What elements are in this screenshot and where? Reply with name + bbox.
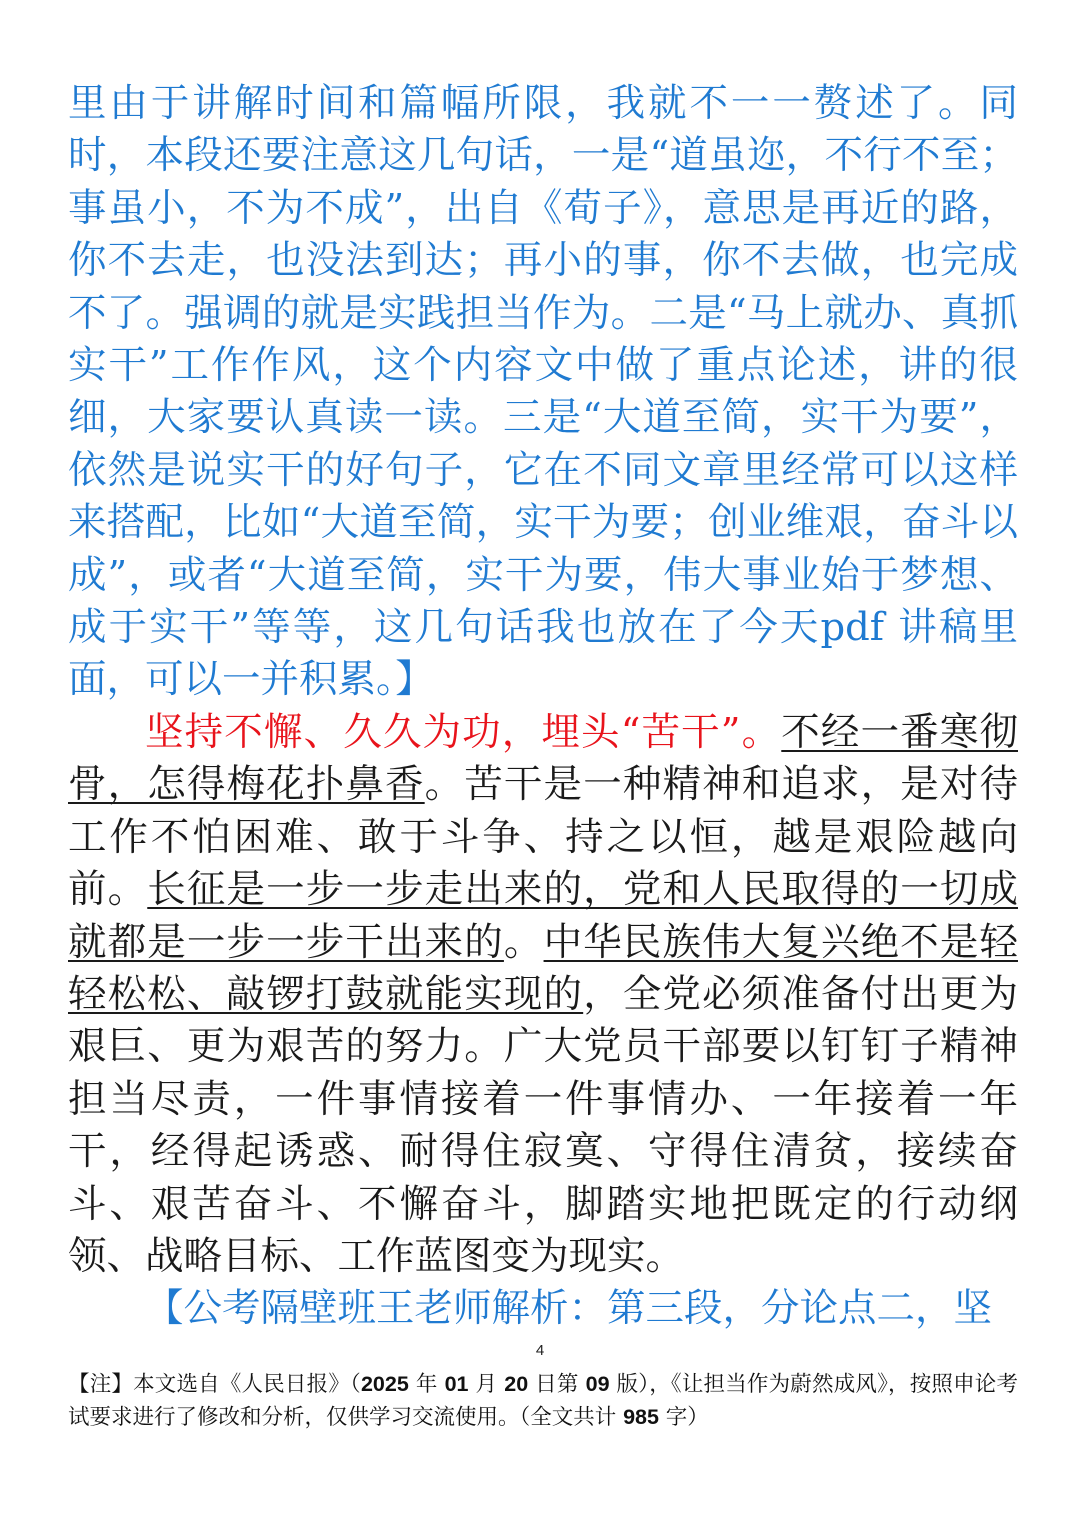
- footer-note-part: 月: [468, 1372, 505, 1397]
- underlined-quote-long-march: 长征是一步一步走出来的，党和人民取得的一切成就都是一步一步干出来的: [68, 867, 1018, 965]
- footer-note-word-count: 985: [623, 1405, 659, 1429]
- body-text-2: 。: [503, 919, 544, 965]
- footer-note-part: 版），《让担当作为蔚然成风》，按照申论考试要求进行了修改和分析，仅供学习交流使用。（全文共计: [68, 1372, 1018, 1430]
- footer-note-part: 字）: [658, 1405, 709, 1430]
- analysis-text: 里由于讲解时间和篇幅所限，我就不一一赘述了。同时，本段还要注意这几句话，一是“道虽迩，不行不至；事虽小，不为不成”，出自《荀子》，意思是再近的路，你不去走，也没法到达；再小的事，你不去做，也完成不了。强调的就是实践担当作为。二是“马上就办、真抓实干”工作作风，这个内容文中做了重点论述，讲的很细，大家要认真读一读。三是“大道至简，实干为要”，依然是说实干的好句子，它在不同文章里经常可以这样来搭配，比如“大道至简，实干为要；创业维艰，奋斗以成”，或者“大道至简，实干为要，伟大事业始于梦想、成于实干”等等，这几句话我也放在了今天pdf 讲稿里面，可以一并积累。】: [68, 81, 1018, 703]
- next-analysis-text: 【公考隔壁班王老师解析：第三段，分论点二，坚: [145, 1286, 993, 1332]
- underlined-quote-rejuvenation: 中华民族伟大复兴绝不是轻轻松松、敲锣打鼓就能实现的: [68, 919, 1018, 1017]
- analysis-paragraph: [68, 78, 1018, 707]
- body-text-1: 。苦干是一种精神和追求，是对待工作不怕困难、敢于斗争、持之以恒，越是艰险越向前。: [68, 762, 1018, 913]
- footer-note-part: 日第: [528, 1372, 586, 1397]
- footer-note-part: 年: [408, 1372, 445, 1397]
- footer-note-month: 01: [444, 1372, 469, 1396]
- footer-note-year: 2025: [360, 1372, 409, 1396]
- footer-note: [68, 1368, 1018, 1434]
- underlined-quote-plum-blossom: 不经一番寒彻骨，怎得梅花扑鼻香: [68, 709, 1018, 808]
- footer-note-day: 20: [504, 1372, 529, 1396]
- page-number: 4: [535, 1342, 545, 1359]
- footer-note-part: 【注】本文选自《人民日报》（: [68, 1372, 361, 1397]
- main-paragraph: [68, 707, 1018, 1283]
- article-body: [68, 78, 1018, 1336]
- footer-note-edition: 09: [585, 1372, 610, 1396]
- paragraph-heading: 坚持不懈、久久为功，埋头“苦干”。: [145, 709, 782, 755]
- next-analysis-paragraph: [68, 1283, 1018, 1335]
- body-text-3: ，全党必须准备付出更为艰巨、更为艰苦的努力。广大党员干部要以钉钉子精神担当尽责，一件事情接着一件事情办、一年接着一年干，经得起诱惑、耐得住寂寞、守得住清贫，接续奋斗、艰苦奋斗、不懈奋斗，脚踏实地把既定的行动纲领、战略目标、工作蓝图变为现实。: [68, 971, 1018, 1279]
